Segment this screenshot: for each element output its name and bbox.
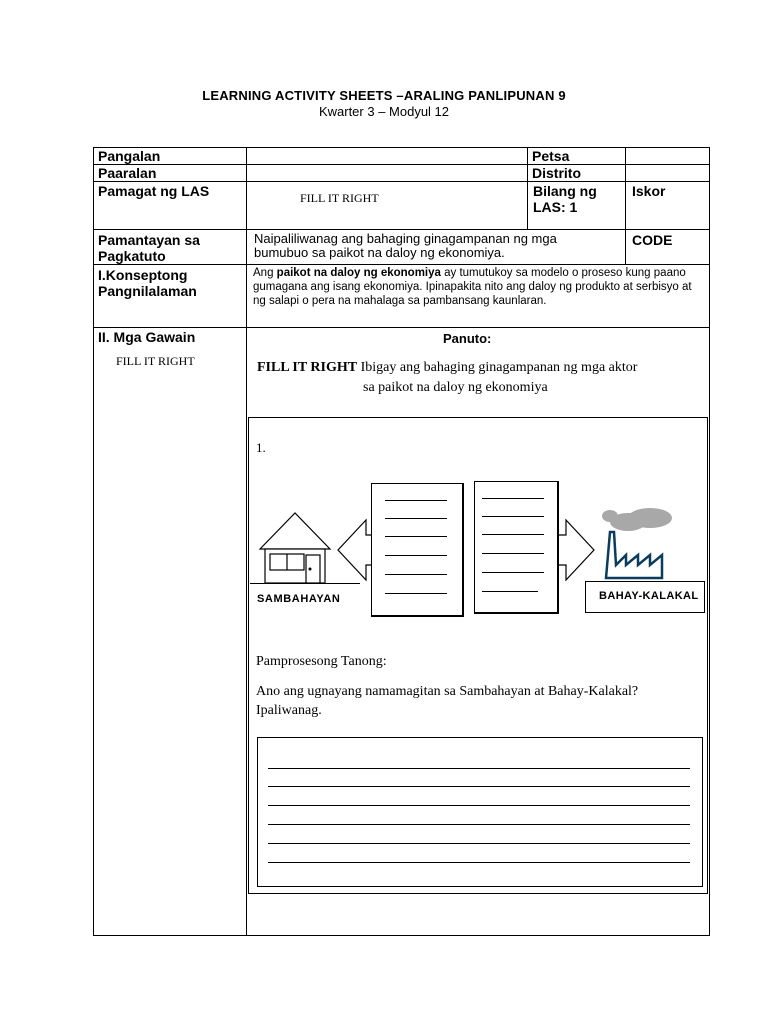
petsa-label: Petsa [532,148,570,164]
question-line1: Ano ang ugnayang namamagitan sa Sambahayan at Bahay-Kalakal? [256,684,639,699]
instruction-line1: FILL IT RIGHT Ibigay ang bahaging ginagampanan ng mga aktor [257,360,638,375]
pangalan-label: Pangalan [98,148,161,164]
pamagat-label: Pamagat ng LAS [98,183,210,199]
household-label: SAMBAHAYAN [257,593,341,605]
gawain-label: II. Mga Gawain [98,329,196,345]
household-box [250,583,360,610]
firm-box [585,581,705,613]
question-heading: Pamprosesong Tanong: [256,654,387,669]
konsepto-value: Ang paikot na daloy ng ekonomiya ay tumutukoy sa modelo o proseso kung paano gumagana ang isang ekonomiya. Ipinapakita nito ang daloy ng produkto at serbisyo at ng salapi o pera na mahalaga sa pambansang kaunlaran. [253,267,692,307]
code-label: CODE [632,232,673,248]
konsepto-label: I.Konseptong Pangnilalaman [98,267,197,299]
paaralan-label: Paaralan [98,165,157,181]
pamagat-value: FILL IT RIGHT [300,191,379,205]
iskor-label: Iskor [632,183,666,199]
document-title: LEARNING ACTIVITY SHEETS –ARALING PANLIPUNAN 9 [202,88,566,103]
document-subtitle: Kwarter 3 – Modyul 12 [318,104,450,119]
panuto-label: Panuto: [443,331,492,346]
bilang-label: Bilang ng LAS: 1 [533,183,597,215]
flow-box-left [371,483,464,617]
question-line2: Ipaliwanag. [256,703,322,718]
pamantayan-label: Pamantayan sa Pagkatuto [98,232,200,264]
gawain-sub: FILL IT RIGHT [116,354,195,368]
instruction-line2: sa paikot na daloy ng ekonomiya [363,380,548,395]
house-icon [260,513,330,583]
pamantayan-value: Naipaliliwanag ang bahaging ginagampanan ng mga bumubuo sa paikot na daloy ng ekonomiya. [254,231,557,260]
factory-icon [602,508,672,578]
flow-box-right [474,481,559,614]
answer-box[interactable] [257,737,703,887]
firm-label: BAHAY-KALAKAL [599,590,699,602]
distrito-label: Distrito [532,165,581,181]
item-number: 1. [256,440,266,455]
